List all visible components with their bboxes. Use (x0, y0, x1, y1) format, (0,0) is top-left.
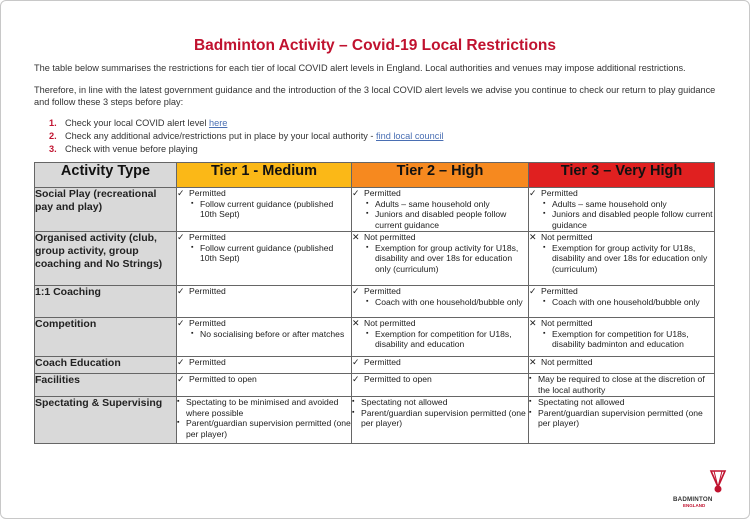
check-icon: ✓ (352, 374, 360, 384)
status-line (529, 188, 714, 199)
bullet-text: Parent/guardian supervision permitted (one per player) (361, 407, 526, 428)
tier2-cell (352, 397, 529, 444)
status-line (177, 357, 351, 368)
step-item (49, 117, 443, 130)
table-row (35, 188, 715, 232)
bullet-text: Spectating to be minimised and avoided where possible (186, 397, 339, 418)
check-icon: ✓ (177, 318, 185, 328)
status-text: Permitted (364, 357, 401, 367)
bullet-text: Exemption for competition for U18s, disability and education (375, 328, 512, 349)
status-line (352, 318, 528, 329)
status-text: Not permitted (541, 232, 593, 242)
status-text: Permitted (189, 232, 226, 242)
tier1-cell (177, 188, 352, 232)
table-row (35, 286, 715, 318)
tier3-cell (529, 397, 715, 444)
bullet-text: Follow current guidance (published 10th Sept) (200, 242, 334, 263)
bullet-item (529, 209, 714, 230)
bullet-icon: ▪ (352, 398, 355, 405)
check-icon: ✓ (352, 286, 360, 296)
cross-icon: ✕ (529, 357, 537, 367)
header-tier-3: Tier 3 – Very High (529, 163, 715, 188)
bullet-icon: ▪ (543, 199, 546, 207)
bullet-item (352, 297, 528, 308)
status-line (529, 232, 714, 243)
bullet-icon: ▪ (529, 398, 532, 405)
bullet-item (352, 408, 528, 429)
status-line (352, 188, 528, 199)
bullet-icon: ▪ (543, 210, 546, 217)
bullet-icon: ▪ (352, 408, 355, 416)
steps-list (49, 117, 443, 156)
status-line (352, 374, 528, 385)
bullet-text: No socialising before or after matches (200, 328, 345, 339)
tier3-cell (529, 232, 715, 286)
tier3-cell (529, 286, 715, 318)
tier2-cell (352, 232, 529, 286)
check-icon: ✓ (177, 232, 185, 242)
tier3-cell (529, 374, 715, 397)
activity-type-cell: Social Play (recreational pay and play) (35, 188, 177, 232)
intro-paragraph-2: Therefore, in line with the latest government guidance and the introduction of the 3 local COVID alert levels we advise you continue to check our return to play guidance and follow these 3 steps before play: (34, 85, 716, 107)
tier2-cell (352, 357, 529, 374)
table-row (35, 357, 715, 374)
bullet-item (177, 397, 351, 418)
tier1-cell (177, 357, 352, 374)
bullet-text: Parent/guardian supervision permitted (one per player) (538, 407, 703, 428)
bullet-icon: ▪ (366, 210, 369, 217)
check-icon: ✓ (352, 357, 360, 367)
step-number: 2. (49, 131, 57, 141)
bullet-icon: ▪ (177, 419, 180, 426)
logo-text: BADMINTON (673, 496, 713, 503)
check-icon: ✓ (352, 188, 360, 198)
status-text: Permitted (364, 286, 401, 296)
bullet-icon: ▪ (529, 375, 532, 382)
activity-type-cell: Competition (35, 318, 177, 357)
check-icon: ✓ (177, 286, 185, 296)
restrictions-table (34, 162, 715, 444)
status-text: Not permitted (364, 232, 416, 242)
status-line (177, 318, 351, 329)
status-text: Permitted (189, 357, 226, 367)
bullet-text: Follow current guidance (published 10th Sept) (200, 198, 334, 219)
status-text: Not permitted (364, 318, 416, 328)
status-line (529, 357, 714, 368)
tier3-cell (529, 357, 715, 374)
bullet-text: Adults – same household only (552, 198, 667, 209)
step-number: 1. (49, 118, 57, 128)
bullet-item (352, 209, 528, 230)
tier3-cell (529, 318, 715, 357)
status-text: Permitted (189, 318, 226, 328)
bullet-item (529, 297, 714, 308)
bullet-icon: ▪ (366, 297, 369, 305)
step-text: Check your local COVID alert level here (65, 118, 228, 128)
table-row (35, 318, 715, 357)
table-row (35, 374, 715, 397)
status-text: Permitted to open (364, 374, 432, 384)
tier1-cell (177, 286, 352, 318)
status-line (177, 188, 351, 199)
status-line (529, 286, 714, 297)
bullet-text: Parent/guardian supervision permitted (one per player) (186, 418, 351, 439)
bullet-item (352, 243, 528, 275)
bullet-item (529, 329, 714, 350)
bullet-item (352, 199, 528, 210)
bullet-text: Coach with one household/bubble only (552, 296, 700, 307)
activity-type-cell: Facilities (35, 374, 177, 397)
table-header-row (35, 163, 715, 188)
bullet-icon: ▪ (191, 199, 194, 207)
shuttlecock-icon (707, 469, 729, 495)
tier1-cell (177, 318, 352, 357)
header-activity-type: Activity Type (35, 163, 177, 188)
status-text: Not permitted (541, 318, 593, 328)
step-text: Check with venue before playing (65, 144, 198, 154)
bullet-item (177, 329, 351, 340)
bullet-text: Exemption for group activity for U18s, disability and over 18s for education only (curriculum) (375, 242, 519, 274)
status-line (177, 286, 351, 297)
tier3-cell (529, 188, 715, 232)
bullet-item (529, 374, 714, 395)
status-text: Permitted (189, 286, 226, 296)
bullet-text: Exemption for competition for U18s, disability badminton and education (552, 328, 689, 349)
bullet-text: Adults – same household only (375, 198, 490, 209)
bullet-icon: ▪ (366, 199, 369, 207)
bullet-item (529, 408, 714, 429)
bullet-icon: ▪ (543, 329, 546, 337)
cross-icon: ✕ (529, 318, 537, 328)
header-tier-2: Tier 2 – High (352, 163, 529, 188)
bullet-icon: ▪ (191, 243, 194, 251)
cross-icon: ✕ (352, 232, 360, 242)
cross-icon: ✕ (529, 232, 537, 242)
page-title: Badminton Activity – Covid-19 Local Restrictions (193, 37, 557, 54)
bullet-item (529, 199, 714, 210)
activity-type-cell: Coach Education (35, 357, 177, 374)
bullet-text: May be required to close at the discretion of the local authority (538, 374, 705, 395)
bullet-item (352, 329, 528, 350)
intro-paragraph-1: The table below summarises the restrictions for each tier of local COVID alert levels in England. Local authorities and venues may impose additional restrictions. (34, 63, 686, 73)
status-text: Not permitted (541, 357, 593, 367)
activity-type-cell: Spectating & Supervising (35, 397, 177, 444)
bullet-item (529, 243, 714, 275)
tier2-cell (352, 286, 529, 318)
step-text: Check any additional advice/restrictions put in place by your local authority - find local council (65, 131, 444, 141)
bullet-item (177, 199, 351, 220)
status-text: Permitted (541, 188, 578, 198)
bullet-text: Spectating not allowed (361, 397, 448, 407)
bullet-item (177, 418, 351, 439)
bullet-icon: ▪ (543, 297, 546, 305)
bullet-icon: ▪ (177, 398, 180, 405)
status-text: Permitted (189, 188, 226, 198)
check-icon: ✓ (177, 188, 185, 198)
bullet-item (177, 243, 351, 264)
tier1-cell (177, 397, 352, 444)
status-text: Permitted to open (189, 374, 257, 384)
logo-subtext: ENGLAND (683, 503, 706, 508)
bullet-text: Exemption for group activity for U18s, disability and over 18s for education only (curriculum) (552, 242, 708, 274)
check-icon: ✓ (529, 286, 537, 296)
status-line (177, 374, 351, 385)
status-line (352, 232, 528, 243)
header-tier-1: Tier 1 - Medium (177, 163, 352, 188)
table-row (35, 397, 715, 444)
status-text: Permitted (364, 188, 401, 198)
cross-icon: ✕ (352, 318, 360, 328)
tier2-cell (352, 318, 529, 357)
status-line (352, 286, 528, 297)
status-line (529, 318, 714, 329)
tier1-cell (177, 374, 352, 397)
check-icon: ✓ (529, 188, 537, 198)
find-local-council-link[interactable]: find local council (376, 131, 444, 141)
alert-level-link[interactable]: here (209, 118, 228, 128)
status-text: Permitted (541, 286, 578, 296)
bullet-text: Coach with one household/bubble only (375, 296, 523, 307)
bullet-item (529, 397, 714, 408)
bullet-icon: ▪ (366, 243, 369, 251)
step-item (49, 143, 443, 156)
bullet-text: Spectating not allowed (538, 397, 625, 407)
tier1-cell (177, 232, 352, 286)
table-row (35, 232, 715, 286)
bullet-text: Juniors and disabled people follow current guidance (552, 209, 713, 230)
activity-type-cell: Organised activity (club, group activity, group coaching and No Strings) (35, 232, 177, 286)
bullet-text: Juniors and disabled people follow current guidance (375, 209, 507, 230)
check-icon: ✓ (177, 357, 185, 367)
bullet-icon: ▪ (529, 408, 532, 416)
step-item (49, 130, 443, 143)
activity-type-cell: 1:1 Coaching (35, 286, 177, 318)
bullet-icon: ▪ (366, 329, 369, 337)
tier2-cell (352, 188, 529, 232)
bullet-item (352, 397, 528, 408)
check-icon: ✓ (177, 374, 185, 384)
status-line (177, 232, 351, 243)
tier2-cell (352, 374, 529, 397)
status-line (352, 357, 528, 368)
step-number: 3. (49, 144, 57, 154)
badminton-england-logo (673, 469, 729, 509)
bullet-icon: ▪ (543, 243, 546, 251)
bullet-icon: ▪ (191, 329, 194, 337)
